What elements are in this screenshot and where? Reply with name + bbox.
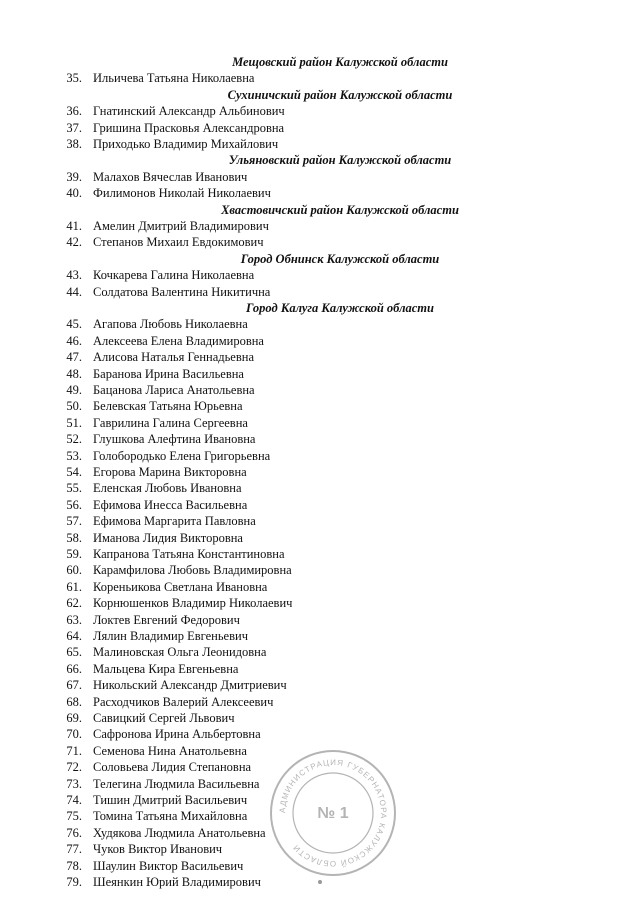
list-item-number: 37. xyxy=(66,120,82,135)
list-item-number: 60. xyxy=(66,563,82,578)
seal-number: № 1 xyxy=(317,805,349,822)
list-item-name: Шаулин Виктор Васильевич xyxy=(93,858,244,873)
list-item-name: Баранова Ирина Васильевна xyxy=(93,366,244,381)
list-item-number: 48. xyxy=(66,366,82,381)
list-item-number: 39. xyxy=(66,169,82,184)
list-item-name: Карамфилова Любовь Владимировна xyxy=(93,563,292,578)
list-item-number: 49. xyxy=(66,383,82,397)
list-item-number: 46. xyxy=(66,333,82,348)
list-item-name: Иманова Лидия Викторовна xyxy=(93,530,243,545)
section-heading: Мещовский район Калужской области xyxy=(232,55,448,69)
list-item-number: 38. xyxy=(66,137,82,151)
section-heading: Сухиничский район Калужской области xyxy=(227,87,453,102)
page-dot xyxy=(318,880,322,884)
list-item-number: 51. xyxy=(66,415,82,430)
list-item-name: Филимонов Николай Николаевич xyxy=(93,186,271,201)
list-item-number: 76. xyxy=(66,825,82,840)
list-item-number: 54. xyxy=(66,465,82,479)
list-item-name: Савицкий Сергей Львович xyxy=(93,711,235,725)
list-item-number: 72. xyxy=(66,760,82,775)
list-item-number: 65. xyxy=(66,645,82,660)
list-item-name: Никольский Александр Дмитриевич xyxy=(93,678,287,693)
list-item-name: Локтев Евгений Федорович xyxy=(93,612,240,627)
list-item-name: Худякова Людмила Анатольевна xyxy=(93,825,266,840)
list-item-number: 58. xyxy=(66,530,82,545)
list-item-number: 77. xyxy=(66,842,82,857)
section-heading: Ульяновский район Калужской области xyxy=(228,153,452,168)
list-item-number: 78. xyxy=(66,858,82,873)
list-item-name: Малиновская Ольга Леонидовна xyxy=(93,645,267,660)
list-item-name: Солдатова Валентина Никитична xyxy=(93,284,271,299)
list-item-number: 64. xyxy=(66,629,82,643)
list-item-name: Ильичева Татьяна Николаевна xyxy=(93,71,255,86)
list-item-name: Егорова Марина Викторовна xyxy=(93,465,247,479)
list-item-name: Чуков Виктор Иванович xyxy=(93,842,223,857)
list-item-name: Соловьева Лидия Степановна xyxy=(93,760,252,775)
list-item-name: Корнюшенков Владимир Николаевич xyxy=(93,596,293,611)
list-item-number: 63. xyxy=(66,612,82,627)
list-item-name: Семенова Нина Анатольевна xyxy=(93,743,247,758)
list-item-number: 75. xyxy=(66,809,82,824)
list-item-name: Кореньикова Светлана Ивановна xyxy=(93,579,268,594)
list-item-number: 66. xyxy=(66,661,82,676)
list-item-number: 69. xyxy=(66,711,82,725)
section-heading: Хвастовичский район Калужской области xyxy=(221,202,459,217)
list-item-number: 70. xyxy=(66,727,82,742)
list-item-name: Ефимова Маргарита Павловна xyxy=(93,514,256,529)
list-item-name: Сафронова Ирина Альбертовна xyxy=(93,727,261,742)
list-item-name: Приходько Владимир Михайлович xyxy=(93,137,279,151)
list-item-name: Мальцева Кира Евгеньевна xyxy=(93,661,239,676)
list-item-number: 42. xyxy=(66,235,82,250)
list-item-number: 36. xyxy=(66,104,82,119)
list-item-number: 44. xyxy=(66,284,82,299)
list-item-name: Бацанова Лариса Анатольевна xyxy=(93,383,255,397)
list-item-name: Степанов Михаил Евдокимович xyxy=(93,235,264,250)
list-item-number: 59. xyxy=(66,547,82,561)
list-item-number: 40. xyxy=(66,186,82,201)
section-heading: Город Калуга Калужской области xyxy=(246,301,434,315)
list-item-number: 74. xyxy=(66,793,82,807)
list-item-name: Расходчиков Валерий Алексеевич xyxy=(93,694,274,709)
list-item-number: 50. xyxy=(66,399,82,414)
list-item-number: 61. xyxy=(66,579,82,594)
list-item-name: Телегина Людмила Васильевна xyxy=(93,776,260,791)
list-item-number: 67. xyxy=(66,678,82,693)
list-item-number: 71. xyxy=(66,743,82,758)
list-item-name: Амелин Дмитрий Владимирович xyxy=(93,219,269,233)
list-item-number: 68. xyxy=(66,694,82,709)
list-item-number: 55. xyxy=(66,481,82,496)
official-seal xyxy=(268,748,398,878)
list-item-name: Еленская Любовь Ивановна xyxy=(93,481,242,496)
list-item-name: Тишин Дмитрий Васильевич xyxy=(93,793,248,807)
list-item-name: Глушкова Алефтина Ивановна xyxy=(93,432,256,447)
list-item-number: 47. xyxy=(66,350,82,365)
list-item-name: Гнатинский Александр Альбинович xyxy=(93,104,285,119)
section-heading: Город Обнинск Калужской области xyxy=(240,251,440,266)
list-item-name: Шеянкин Юрий Владимирович xyxy=(93,875,261,889)
list-item-name: Гришина Прасковья Александровна xyxy=(93,120,285,135)
list-item-name: Алексеева Елена Владимировна xyxy=(93,333,264,348)
list-item-name: Ефимова Инесса Васильевна xyxy=(93,497,248,512)
list-item-name: Лялин Владимир Евгеньевич xyxy=(93,629,248,643)
list-item-number: 57. xyxy=(66,514,82,529)
list-item-name: Томина Татьяна Михайловна xyxy=(93,809,248,824)
list-item-number: 53. xyxy=(66,448,82,463)
list-item-name: Алисова Наталья Геннадьевна xyxy=(93,350,254,365)
list-item-name: Кочкарева Галина Николаевна xyxy=(93,268,255,283)
list-item-name: Агапова Любовь Николаевна xyxy=(93,317,248,332)
list-item-name: Малахов Вячеслав Иванович xyxy=(93,169,248,184)
list-item-number: 73. xyxy=(66,776,82,791)
list-item-number: 56. xyxy=(66,497,82,512)
list-item-name: Капранова Татьяна Константиновна xyxy=(93,547,285,561)
list-item-number: 45. xyxy=(66,317,82,332)
list-item-number: 35. xyxy=(66,71,82,86)
list-item-number: 52. xyxy=(66,432,82,447)
list-item-number: 62. xyxy=(66,596,82,611)
list-item-number: 79. xyxy=(66,875,82,889)
list-item-name: Белевская Татьяна Юрьевна xyxy=(93,399,243,414)
list-item-number: 41. xyxy=(66,219,82,233)
seal-ring-text: АДМИНИСТРАЦИЯ ГУБЕРНАТОРА КАЛУЖСКОЙ ОБЛАСТИ xyxy=(277,757,389,869)
list-item-name: Голобородько Елена Григорьевна xyxy=(93,448,271,463)
list-item-number: 43. xyxy=(66,268,82,283)
list-item-name: Гаврилина Галина Сергеевна xyxy=(93,415,248,430)
